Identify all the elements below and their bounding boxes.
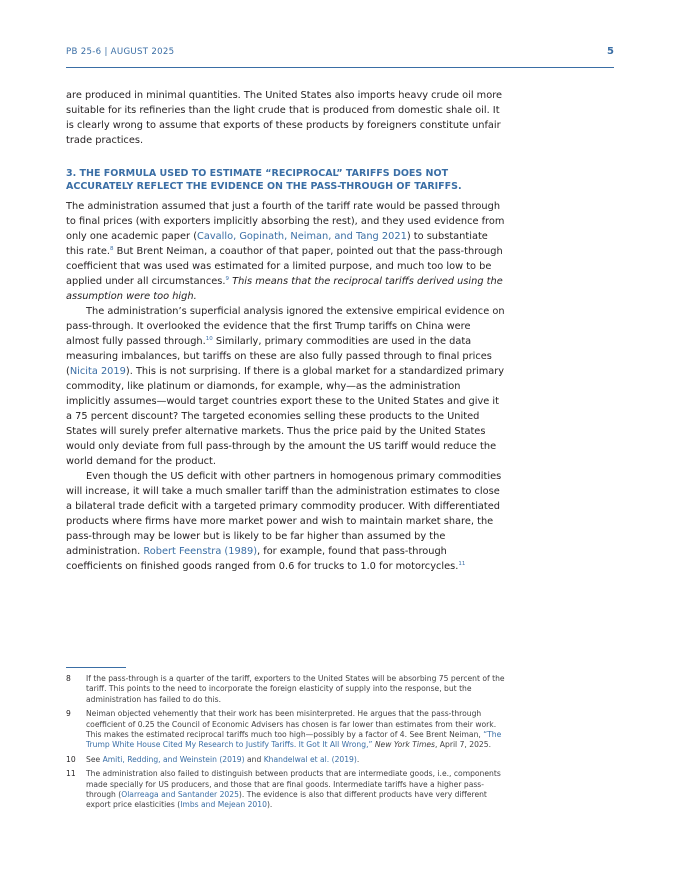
text: . <box>356 754 360 764</box>
footnote-10 <box>66 755 506 765</box>
citation-link-khandelwal[interactable]: Khandelwal et al. (2019) <box>263 754 357 764</box>
text: Similarly, primary commodities are used in the data measuring imbalances, but tariffs on these are also fully passed through to final prices ( <box>66 335 492 377</box>
footnote-number: 9 <box>66 709 71 719</box>
footnote-ref-11[interactable]: 11 <box>458 560 466 567</box>
citation-link-nicita[interactable]: Nicita 2019 <box>69 365 126 377</box>
text: Even though the US deficit with other partners in homogenous primary commodities will increase, it will take a much smaller tariff than the administration estimates to close a bilateral trade deficit with a targeted primary commodity producer. With differentiated products where firms have more market power and wish to maintain market share, the pass-through may be lower but is likely to be far higher than assumed by the administration. <box>66 470 502 557</box>
text: , April 7, 2025. <box>434 740 491 750</box>
paragraph-intro: are produced in minimal quantities. The United States also imports heavy crude oil more suitable for its refineries than the light crude that is produced from domestic shale oil. It is clearly wrong to assume that exports of these products by foreigners constitute unfair trade practices. <box>66 90 503 146</box>
citation-link-olarreaga[interactable]: Olarreaga and Santander 2025 <box>121 790 239 800</box>
citation-link-imbs[interactable]: Imbs and Mejean 2010 <box>180 800 267 810</box>
citation-link-feenstra[interactable]: Robert Feenstra (1989) <box>143 545 258 557</box>
text: The administration assumed that just a fourth of the tariff rate would be passed through to final prices (with exporters implicitly absorbing the rest), and they used evidence from only one academic paper ( <box>66 200 505 242</box>
paragraph-2 <box>66 304 506 469</box>
text: But Brent Neiman, a coauthor of that paper, pointed out that the pass-through coefficient that was used was estimated for a limited purpose, and much too low to be applied under all circumstances. <box>66 245 503 287</box>
footnote-number: 10 <box>66 754 76 764</box>
footnote-number: 8 <box>66 674 71 683</box>
paragraph-3 <box>66 469 506 574</box>
section-heading: 3. THE FORMULA USED TO ESTIMATE “RECIPROCAL” TARIFFS DOES NOT ACCURATELY REFLECT THE EVIDENCE ON THE PASS-THROUGH OF TARIFFS. <box>66 168 462 193</box>
footnote-ref-10[interactable]: 10 <box>205 335 213 342</box>
citation-link-amiti[interactable]: Amiti, Redding, and Weinstein (2019) <box>102 754 245 764</box>
text: See <box>86 754 103 764</box>
text: ) to substantiate this rate. <box>66 230 488 257</box>
footnote-text <box>86 755 506 765</box>
footnote-9 <box>66 709 506 751</box>
paragraph-1 <box>66 199 506 304</box>
footnote-text <box>86 769 506 811</box>
footnotes <box>66 667 506 815</box>
citation-link-nyt[interactable]: “The Trump White House Cited My Research to Justify Tariffs. It Got It All Wrong,” <box>86 730 502 750</box>
footnote-8 <box>66 674 506 705</box>
text: Neiman objected vehemently that their work has been misinterpreted. He argues that the pass-through coefficient of 0.25 the Council of Economic Advisers has chosen is far lower than estimates from their work. This makes the estimated reciprocal tariffs much too high—possibly by a factor of 4. See Brent Neiman, <box>86 709 497 740</box>
text: The administration also failed to distinguish between products that are intermediate goods, i.e., components made specially for US producers, and those that are final goods. Intermediate tariffs have a higher pass-through ( <box>86 769 501 800</box>
footnote-divider <box>66 667 126 668</box>
page-number: 5 <box>607 46 614 57</box>
footnote-ref-9[interactable]: 9 <box>225 275 229 282</box>
text: , for example, found that pass-through coefficients on finished goods ranged from 0.6 for trucks to 1.0 for motorcycles. <box>66 545 459 572</box>
text: ). <box>266 800 273 810</box>
page-header <box>66 47 614 68</box>
main-text <box>66 88 506 574</box>
footnote-number: 11 <box>66 769 76 779</box>
footnote-text <box>86 709 506 751</box>
footnote-11 <box>66 769 506 811</box>
running-header: PB 25-6 | AUGUST 2025 <box>66 47 175 57</box>
text: ). The evidence is also that different products have very different export price elasticities ( <box>86 790 487 810</box>
publication-name: New York Times <box>374 740 435 750</box>
italic-conclusion: This means that the reciprocal tariffs derived using the assumption were too high. <box>66 275 503 302</box>
text: and <box>244 754 264 764</box>
text: The administration’s superficial analysis ignored the extensive empirical evidence on pass-through. It overlooked the evidence that the first Trump tariffs on China were almost fully passed through. <box>66 305 505 347</box>
text: ). This is not surprising. If there is a global market for a standardized primary commodity, like platinum or diamonds, for example, why—as the administration implicitly assumes—would target countries export these to the United States and give it a 75 percent discount? The targeted economies selling these products to the United States will surely prefer alternative markets. Thus the price paid by the United States would only deviate from full pass-through by the amount the US tariff would reduce the world demand for the product. <box>66 365 505 467</box>
footnote-text: If the pass-through is a quarter of the tariff, exporters to the United States will be absorbing 75 percent of the tariff. This points to the need to incorporate the foreign elasticity of supply into the response, but the administration has failed to do this. <box>86 674 505 704</box>
citation-link-cavallo[interactable]: Cavallo, Gopinath, Neiman, and Tang 2021 <box>197 230 407 242</box>
footnote-ref-8[interactable]: 8 <box>110 245 114 252</box>
